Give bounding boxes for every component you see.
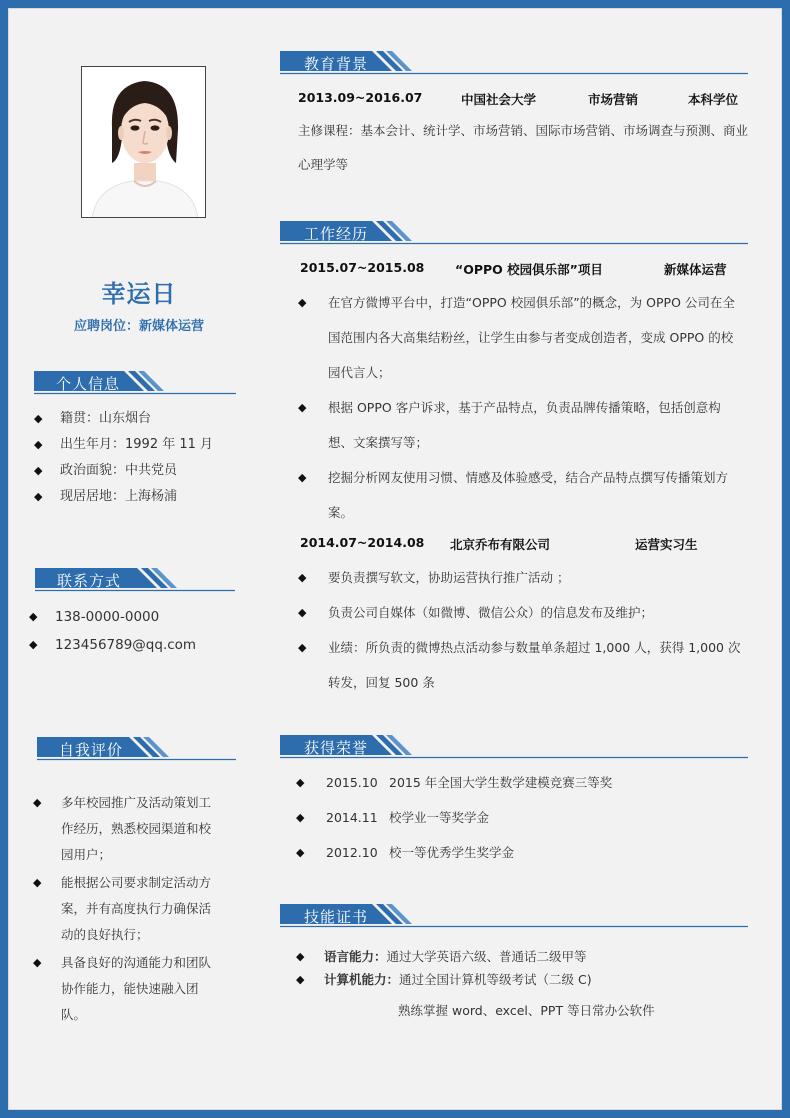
honor-date: 2014.11 — [326, 810, 378, 825]
list-item — [296, 971, 742, 994]
self-eval-header — [37, 735, 236, 761]
list-item — [296, 948, 742, 971]
job-2-role: 运营实习生 — [635, 537, 698, 552]
job-2-period: 2014.07~2014.08 — [300, 535, 425, 550]
skill-extra: 熟练掌握 word、excel、PPT 等日常办公软件 — [398, 1003, 655, 1018]
list-item: ◆ 根据 OPPO 客户诉求，基于产品特点，负责品牌传播策略，包括创意构想、文案撰写等； — [298, 390, 744, 460]
skill-text: 通过全国计算机等级考试（二级 C) — [399, 972, 592, 987]
skills-header — [280, 902, 748, 928]
work-title: 工作经历 — [304, 225, 369, 243]
list-item: ◆ 现居居地：上海杨浦 — [34, 488, 244, 514]
education-school: 中国社会大学 — [461, 92, 537, 107]
personal-info-list — [34, 410, 244, 514]
honor-text: 2015 年全国大学生数学建模竞赛三等奖 — [389, 775, 613, 790]
list-item — [296, 844, 742, 879]
education-courses: 主修课程：基本会计、统计学、市场营销、国际市场营销、市场调查与预测、商业心理学等 — [298, 123, 749, 172]
education-period: 2013.09~2016.07 — [298, 90, 423, 105]
honor-text: 校学业一等奖学金 — [389, 810, 490, 825]
list-item: ◆ 能根据公司要求制定活动方案，并有高度执行力确保活动的良好执行； — [33, 870, 213, 948]
list-item: ◆ 挖掘分析网友使用习惯、情感及体验感受，结合产品特点撰写传播策划方案。 — [298, 460, 744, 530]
job-1-org: “OPPO 校园俱乐部”项目 — [455, 262, 603, 277]
education-title: 教育背景 — [304, 55, 369, 73]
honor-date: 2012.10 — [326, 845, 378, 860]
list-item — [296, 774, 742, 809]
skill-text: 通过大学英语六级、普通话二级甲等 — [386, 949, 587, 964]
education-row — [298, 90, 748, 110]
list-item: ◆ 政治面貌：中共党员 — [34, 462, 244, 488]
job-2-row — [300, 535, 750, 555]
list-item: ◆ 多年校园推广及活动策划工作经历，熟悉校园渠道和校园用户； — [33, 790, 213, 868]
honors-list — [296, 774, 742, 879]
list-item: ◆ 在官方微博平台中，打造“OPPO 校园俱乐部”的概念，为 OPPO 公司在全国范围内各大高集结粉丝，让学生由参与者变成创造者，变成 OPPO 的校园代言人； — [298, 285, 744, 390]
self-eval-title: 自我评价 — [59, 741, 124, 759]
skill-label: 计算机能力： — [324, 972, 400, 987]
phone-item: ◆ 138-0000-0000 — [29, 608, 239, 636]
job-target-label: 应聘岗位： — [73, 319, 139, 334]
job-1-row — [300, 260, 750, 280]
contact-header — [35, 566, 235, 592]
honors-title: 获得荣誉 — [304, 739, 369, 757]
job-target-value: 新媒体运营 — [139, 319, 205, 334]
job-2-duties — [298, 560, 744, 700]
list-item: ◆ 负责公司自媒体（如微博、微信公众）的信息发布及维护； — [298, 595, 744, 630]
education-major: 市场营销 — [588, 92, 639, 107]
profile-photo — [81, 66, 206, 218]
honor-date: 2015.10 — [326, 775, 378, 790]
candidate-name: 幸运日 — [101, 280, 177, 308]
email-item: ◆ 123456789@qq.com — [29, 636, 239, 664]
list-item: ◆ 籍贯：山东烟台 — [34, 410, 244, 436]
skills-list — [296, 948, 742, 994]
list-item: ◆ 具备良好的沟通能力和团队协作能力，能快速融入团队。 — [33, 950, 213, 1028]
contact-title: 联系方式 — [57, 572, 122, 590]
personal-info-header — [34, 369, 236, 395]
list-item: ◆ 出生年月：1992 年 11 月 — [34, 436, 244, 462]
work-header — [280, 219, 748, 245]
job-1-duties — [298, 285, 744, 530]
honor-text: 校一等优秀学生奖学金 — [389, 845, 515, 860]
job-1-period: 2015.07~2015.08 — [300, 260, 425, 275]
skill-label: 语言能力： — [324, 949, 387, 964]
skills-title: 技能证书 — [304, 908, 369, 926]
portrait-illustration — [82, 67, 206, 218]
job-2-org: 北京乔布有限公司 — [450, 537, 551, 552]
job-1-role: 新媒体运营 — [664, 262, 727, 277]
self-eval-list — [33, 790, 213, 1030]
personal-info-title: 个人信息 — [56, 375, 121, 393]
contact-list — [29, 608, 239, 664]
honors-header — [280, 733, 748, 759]
list-item — [296, 809, 742, 844]
education-header — [280, 49, 748, 75]
education-degree: 本科学位 — [688, 92, 739, 107]
job-target — [20, 315, 258, 334]
list-item: ◆ 要负责撰写软文，协助运营执行推广活动 ； — [298, 560, 744, 595]
list-item: ◆ 业绩：所负责的微博热点活动参与数量单条超过 1,000 人，获得 1,000 次转发，回复 500 条 — [298, 630, 744, 700]
